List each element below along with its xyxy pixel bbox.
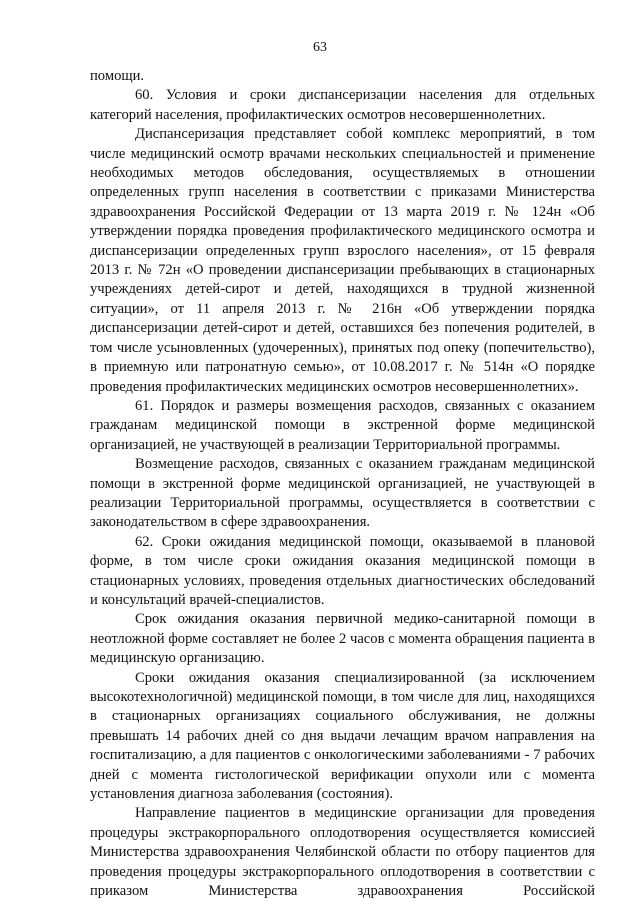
paragraph-dispensary-definition: Диспансеризация представляет собой комплекс мероприятий, в том числе медицинский осмотр врачами нескольких специальностей и применение необходимых методов обследования, осуществляемых в отношении определенных групп населения в соответствии с приказами Министерства здравоохранения Российской Федерации от 13 марта 2019 г. № 124н «Об утверждении порядка проведения профилактического медицинского осмотра и диспансеризации определенных групп взрослого населения», от 15 февраля 2013 г. № 72н «О проведении диспансеризации пребывающих в стационарных учреждениях детей-сирот и детей, находящихся в трудной жизненной ситуации», от 11 апреля 2013 г. № 216н «Об утверждении порядка диспансеризации детей-сирот и детей, оставшихся без попечения родителей, в том числе усыновленных (удочеренных), принятых под опеку (попечительство), в приемную или патронатную семью», от 10.08.2017 г. № 514н «О порядке проведения профилактических медицинских осмотров несовершеннолетних». [90, 126, 595, 395]
document-body [90, 67, 595, 901]
paragraph-continuation: помощи. [90, 68, 145, 84]
paragraph-specialized-waiting-time: Сроки ожидания оказания специализированной (за исключением высокотехнологичной) медицинской помощи, в том числе для лиц, находящихся в стационарных организациях социального обслуживания, не должны превышать 14 рабочих дней со дня выдачи лечащим врачом направления на госпитализацию, а для пациентов с онкологическими заболеваниями - 7 рабочих дней с момента гистологической верификации опухоли или с момента установления диагноза заболевания (состояния). [90, 669, 595, 803]
paragraph-section-62-heading: 62. Сроки ожидания медицинской помощи, оказываемой в плановой форме, в том числе сроки ожидания оказания медицинской помощи в стационарных условиях, проведения отдельных диагностических обследований и консультаций врачей-специалистов. [90, 533, 595, 608]
paragraph-section-60-heading: 60. Условия и сроки диспансеризации населения для отдельных категорий населения, профилактических осмотров несовершеннолетних. [90, 87, 595, 123]
paragraph-ivf-referral: Направление пациентов в медицинские организации для проведения процедуры экстракорпорального оплодотворения осуществляется комиссией Министерства здравоохранения Челябинской области по отбору пациентов для проведения процедуры экстракорпорального оплодотворения в соответствии с приказом Министерства здравоохранения Российской [90, 805, 595, 900]
page-number: 63 [313, 40, 327, 55]
paragraph-urgent-waiting-time: Срок ожидания оказания первичной медико-санитарной помощи в неотложной форме составляет не более 2 часов с момента обращения пациента в медицинскую организацию. [90, 611, 595, 667]
paragraph-section-61-heading: 61. Порядок и размеры возмещения расходов, связанных с оказанием гражданам медицинской помощи в экстренной форме медицинской организацией, не участвующей в реализации Территориальной программы. [90, 397, 595, 453]
paragraph-expense-reimbursement: Возмещение расходов, связанных с оказанием гражданам медицинской помощи в экстренной форме медицинской организацией, не участвующей в реализации Территориальной программы, осуществляется в соответствии с законодательством в сфере здравоохранения. [90, 456, 595, 531]
